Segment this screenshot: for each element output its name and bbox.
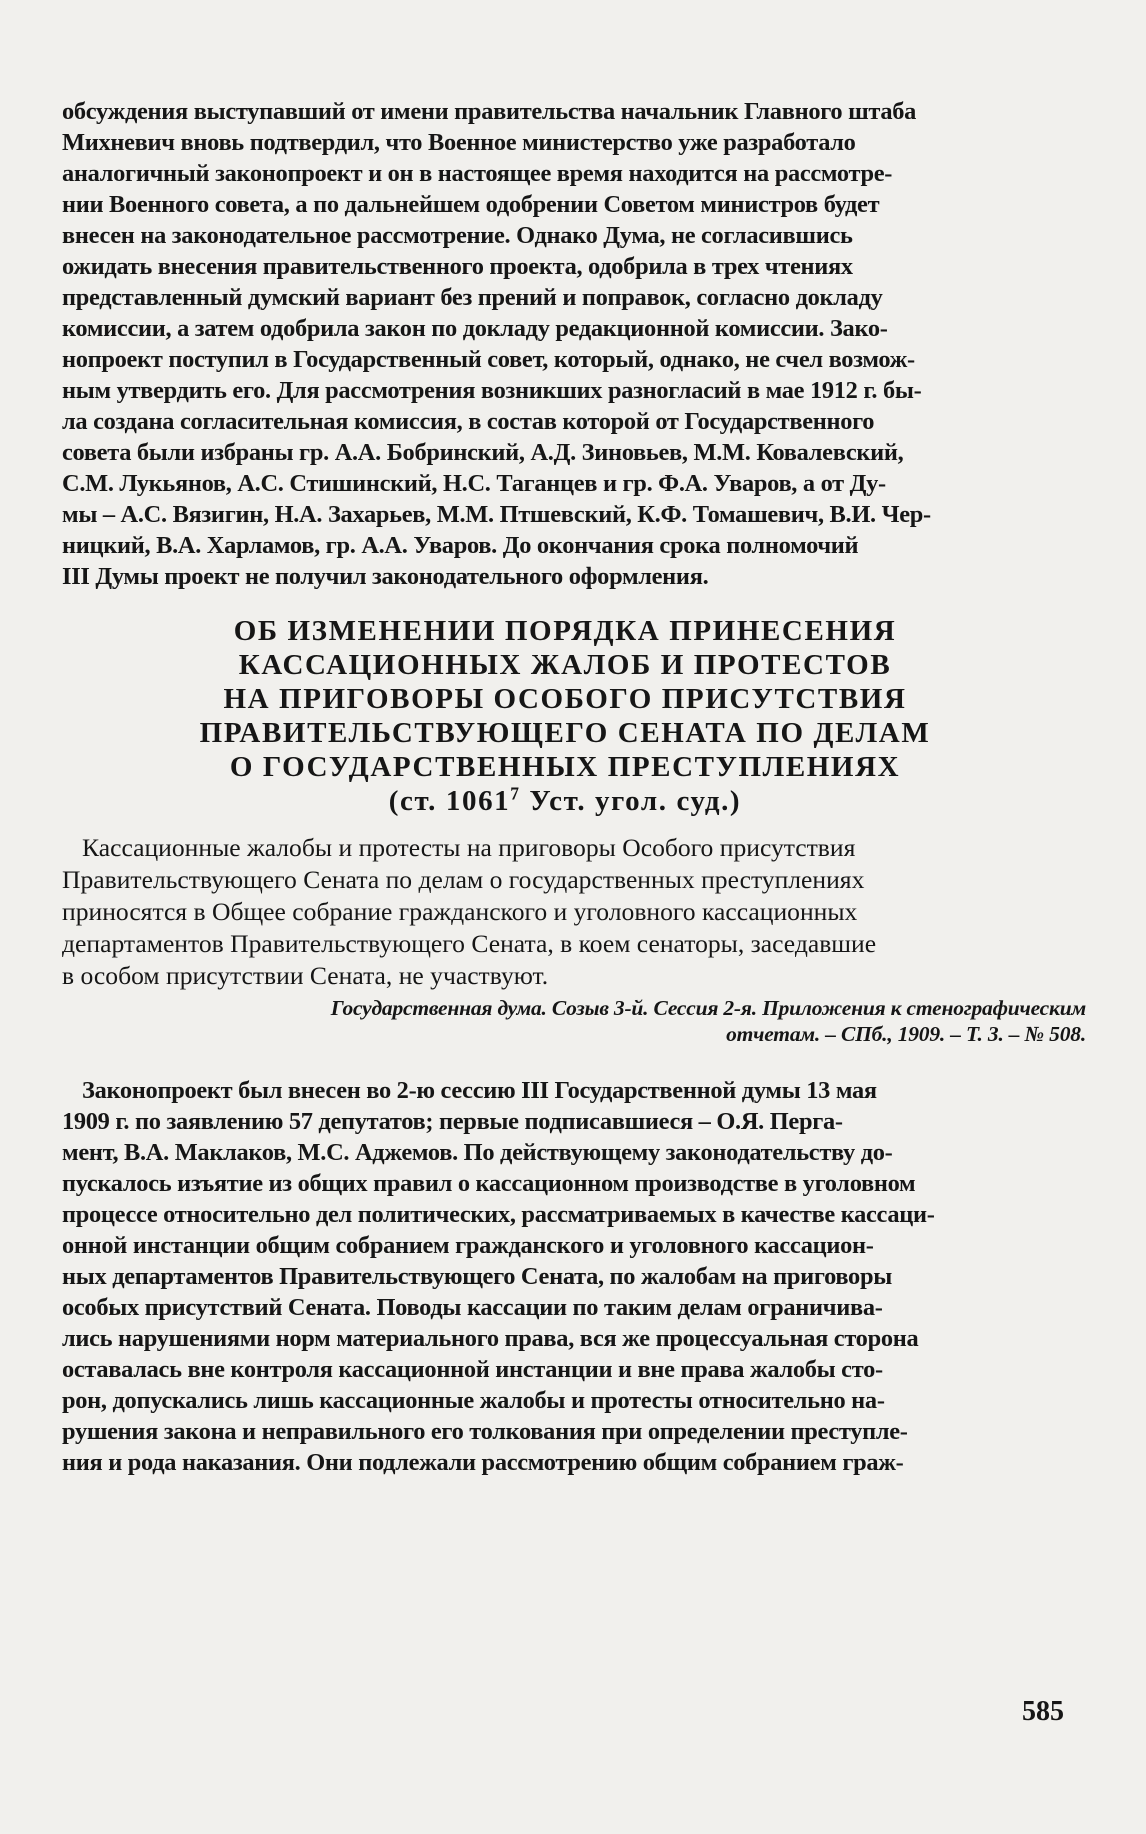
text-line: рон, допускались лишь кассационные жалобы и протесты относительно на- [62, 1387, 885, 1414]
text-line: лись нарушениями норм материального права, вся же процессуальная сторона [62, 1325, 919, 1352]
page-number: 585 [1022, 1696, 1064, 1727]
text-line: III Думы проект не получил законодательного оформления. [62, 563, 709, 590]
heading-line: НА ПРИГОВОРЫ ОСОБОГО ПРИСУТСТВИЯ [223, 683, 907, 715]
text-line: Кассационные жалобы и протесты на приговоры Особого присутствия [82, 833, 856, 862]
citation-line: отчетам. – СПб., 1909. – Т. 3. – № 508. [726, 1022, 1086, 1046]
text-line: приносятся в Общее собрание гражданского и уголовного кассационных [62, 897, 858, 926]
text-line: С.М. Лукьянов, А.С. Стишинский, Н.С. Таганцев и гр. Ф.А. Уваров, а от Ду- [62, 470, 886, 497]
heading-line: О ГОСУДАРСТВЕННЫХ ПРЕСТУПЛЕНИЯХ [229, 751, 901, 783]
article-superscript: 7 [510, 783, 521, 804]
text-line: ным утвердить его. Для рассмотрения возникших разногласий в мае 1912 г. бы- [62, 377, 922, 404]
citation-line: Государственная дума. Созыв 3-й. Сессия 2-я. Приложения к стенографическим [330, 996, 1086, 1020]
text-line: представленный думский вариант без прений и поправок, согласно докладу [62, 284, 883, 311]
article-reference: (ст. 1061$^7$ Уст. угол. суд.) [388, 783, 742, 817]
text-line: в особом присутствии Сената, не участвуют. [62, 961, 549, 990]
text-line: процессе относительно дел политических, рассматриваемых в качестве кассаци- [62, 1201, 935, 1228]
text-line: Михневич вновь подтвердил, что Военное министерство уже разработало [62, 129, 856, 156]
text-line: рушения закона и неправильного его толкования при определении преступле- [62, 1418, 908, 1445]
text-line: аналогичный законопроект и он в настоящее время находится на рассмотре- [62, 160, 893, 187]
text-line: нии Военного совета, а по дальнейшем одобрении Советом министров будет [62, 191, 880, 218]
heading-line: КАССАЦИОННЫХ ЖАЛОБ И ПРОТЕСТОВ [238, 649, 892, 681]
text-line: внесен на законодательное рассмотрение. Однако Дума, не согласившись [62, 222, 853, 249]
text-line: Правительствующего Сената по делам о государственных преступлениях [62, 865, 865, 894]
text-line: нопроект поступил в Государственный совет, который, однако, не счел возмож- [62, 346, 915, 373]
text-line: ных департаментов Правительствующего Сената, по жалобам на приговоры [62, 1263, 892, 1290]
text-line: ницкий, В.А. Харламов, гр. А.А. Уваров. До окончания срока полномочий [62, 532, 859, 559]
text-line: ла создана согласительная комиссия, в состав которой от Государственного [62, 408, 875, 435]
text-line: обсуждения выступавший от имени правительства начальник Главного штаба [62, 98, 917, 125]
heading-line: ОБ ИЗМЕНЕНИИ ПОРЯДКА ПРИНЕСЕНИЯ [233, 615, 897, 647]
text-line: ожидать внесения правительственного проекта, одобрила в трех чтениях [62, 253, 853, 280]
text-line: мы – А.С. Вязигин, Н.А. Захарьев, М.М. Птшевский, К.Ф. Томашевич, В.И. Чер- [62, 501, 931, 528]
text-line: 1909 г. по заявлению 57 депутатов; первые подписавшиеся – О.Я. Перга- [62, 1108, 843, 1135]
text-line: оставалась вне контроля кассационной инстанции и вне права жалобы сто- [62, 1356, 883, 1383]
text-line: ния и рода наказания. Они подлежали рассмотрению общим собранием граж- [62, 1449, 904, 1476]
text-line: департаментов Правительствующего Сената, в коем сенаторы, заседавшие [62, 929, 877, 958]
heading-line: ПРАВИТЕЛЬСТВУЮЩЕГО СЕНАТА ПО ДЕЛАМ [199, 717, 931, 749]
text-line: онной инстанции общим собранием гражданского и уголовного кассацион- [62, 1232, 874, 1259]
text-line: особых присутствий Сената. Поводы кассации по таким делам ограничива- [62, 1294, 883, 1321]
text-line: пускалось изъятие из общих правил о кассационном производстве в уголовном [62, 1170, 916, 1197]
text-line: Законопроект был внесен во 2-ю сессию III Государственной думы 13 мая [82, 1077, 877, 1104]
text-line: комиссии, а затем одобрила закон по докладу редакционной комиссии. Зако- [62, 315, 888, 342]
text-line: мент, В.А. Маклаков, М.С. Аджемов. По действующему законодательству до- [62, 1139, 893, 1166]
text-line: совета были избраны гр. А.А. Бобринский, А.Д. Зиновьев, М.М. Ковалевский, [62, 439, 904, 466]
